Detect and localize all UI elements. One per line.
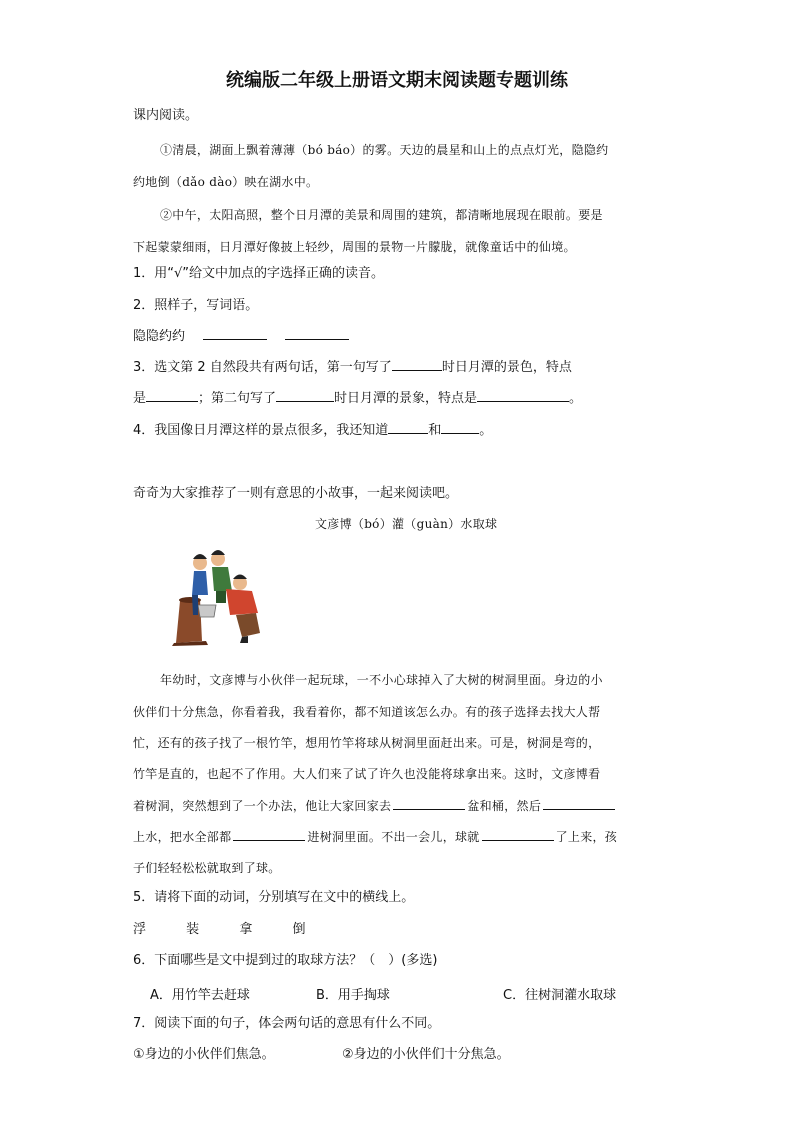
story-title: 文彦博（bó）灌（guàn）水取球	[315, 517, 498, 531]
story-text: 盆和桶，然后	[467, 799, 542, 813]
story-line: 伙伴们十分焦急，你看着我，我看着你，都不知道该怎么办。有的孩子选择去找大人帮	[133, 705, 601, 719]
question-3-line2	[133, 389, 582, 409]
option-a[interactable]: A．用竹竿去赶球	[150, 988, 250, 1003]
story-line	[133, 827, 617, 847]
verb-word: 拿	[239, 922, 253, 937]
verb-word: 浮	[133, 922, 147, 937]
page-title: 统编版二年级上册语文期末阅读题专题训练	[226, 70, 568, 91]
q3-text: 时日月潭的景象，特点是	[334, 391, 478, 406]
story-text: 着树洞，突然想到了一个办法，他让大家回家去	[133, 799, 392, 813]
passage1-line: ②中午，太阳高照，整个日月潭的美景和周围的建筑，都清晰地展现在眼前。要是	[160, 208, 603, 222]
answer-blank[interactable]	[392, 358, 442, 371]
q3-text: ；第二句写了	[198, 391, 277, 406]
question-4	[133, 421, 492, 441]
passage1-line: ①清晨，湖面上飘着薄薄（bó báo）的雾。天边的晨星和山上的点点灯光，隐隐约	[160, 143, 609, 157]
q5-word-list	[133, 920, 305, 940]
story-line: 年幼时，文彦博与小伙伴一起玩球，一不小心球掉入了大树的树洞里面。身边的小	[160, 673, 603, 687]
answer-blank[interactable]	[477, 389, 569, 402]
story-text: 进树洞里面。不出一会儿，球就	[307, 830, 480, 844]
story-line: 竹竿是直的，也起不了作用。大人们来了试了许久也没能将球拿出来。这时，文彦博看	[133, 767, 601, 781]
answer-blank[interactable]	[146, 389, 198, 402]
question-6: 6．下面哪些是文中提到过的取球方法？（ ）(多选)	[133, 953, 438, 968]
q3-text: 是	[133, 391, 147, 406]
answer-blank[interactable]	[441, 421, 479, 434]
section1-intro: 课内阅读。	[133, 108, 199, 123]
q4-text: 4．我国像日月潭这样的景点很多，我还知道	[133, 423, 389, 438]
answer-blank[interactable]	[203, 327, 267, 340]
answer-blank[interactable]	[543, 797, 615, 810]
verb-word: 倒	[292, 922, 306, 937]
story-text: 上水，把水全部都	[133, 830, 232, 844]
story-line: 忙，还有的孩子找了一根竹竿，想用竹竿将球从树洞里面赶出来。可是，树洞是弯的，	[133, 736, 601, 750]
question-7: 7．阅读下面的句子，体会两句话的意思有什么不同。	[133, 1016, 441, 1031]
answer-blank[interactable]	[276, 389, 334, 402]
question-5: 5．请将下面的动词，分别填写在文中的横线上。	[133, 890, 415, 905]
children-fetching-ball-picture	[160, 543, 270, 647]
answer-blank[interactable]	[233, 828, 305, 841]
passage1-line: 约地倒（dǎo dào）映在湖水中。	[133, 175, 319, 189]
question-2: 2．照样子，写词语。	[133, 298, 259, 313]
story-text: 了上来，孩	[555, 830, 618, 844]
option-c[interactable]: C．往树洞灌水取球	[503, 988, 617, 1003]
answer-blank[interactable]	[393, 797, 465, 810]
q4-text: 。	[479, 423, 493, 438]
verb-word: 装	[186, 922, 200, 937]
answer-blank[interactable]	[285, 327, 349, 340]
example-word: 隐隐约约	[133, 329, 186, 344]
story-line	[133, 796, 617, 816]
q3-text: 3．选文第 2 自然段共有两句话，第一句写了	[133, 360, 392, 375]
q4-text: 和	[428, 423, 442, 438]
answer-blank[interactable]	[388, 421, 428, 434]
answer-blank[interactable]	[482, 828, 554, 841]
q3-text: 时日月潭的景色，特点	[441, 360, 572, 375]
q7-sentence-1: ①身边的小伙伴们焦急。	[133, 1047, 275, 1062]
q3-text: 。	[569, 391, 583, 406]
option-b[interactable]: B．用手掏球	[316, 988, 390, 1003]
q7-sentence-2: ②身边的小伙伴们十分焦急。	[342, 1047, 510, 1062]
question-3-line1	[133, 358, 572, 378]
section2-intro: 奇奇为大家推荐了一则有意思的小故事，一起来阅读吧。	[133, 486, 459, 501]
story-line: 子们轻轻松松就取到了球。	[133, 861, 281, 875]
passage1-line: 下起蒙蒙细雨，日月潭好像披上轻纱，周围的景物一片朦胧，就像童话中的仙境。	[133, 240, 576, 254]
question-1: 1．用“√”给文中加点的字选择正确的读音。	[133, 266, 385, 281]
question-2-example	[133, 327, 349, 347]
